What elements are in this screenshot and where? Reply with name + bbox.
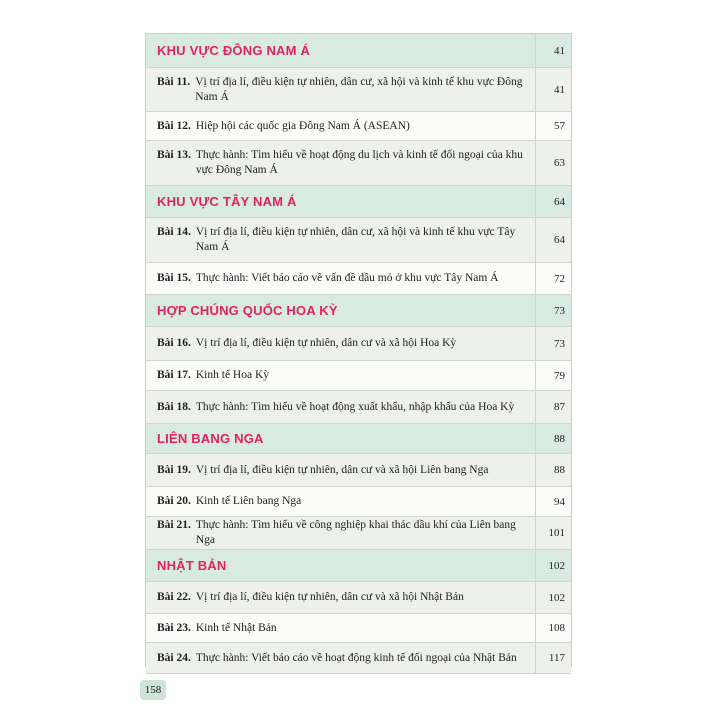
lesson-title: Vị trí địa lí, điều kiện tự nhiên, dân cư, xã hội và kinh tế khu vực Đông Nam Á (195, 75, 523, 103)
section-title: KHU VỰC ĐÔNG NAM Á (157, 43, 311, 58)
toc-lesson-row (146, 141, 571, 186)
lesson-number: Bài 17. (157, 369, 191, 381)
lesson-number: Bài 16. (157, 337, 191, 349)
lesson-cell (146, 218, 536, 262)
section-cell (146, 295, 536, 326)
page-ref: 73 (554, 304, 565, 317)
lesson-cell (146, 643, 536, 673)
section-cell (146, 186, 536, 217)
lesson-title: Vị trí địa lí, điều kiện tự nhiên, dân cư, xã hội và kinh tế khu vực Tây Nam Á (195, 226, 516, 253)
page-ref: 102 (548, 591, 565, 604)
lesson-cell (146, 487, 536, 516)
toc-section-row (146, 424, 571, 454)
page-ref: 87 (554, 401, 565, 413)
lesson-number: Bài 12. (157, 119, 191, 132)
toc-section-row (146, 186, 571, 218)
lesson-cell (146, 263, 536, 294)
lesson-title: Vị trí địa lí, điều kiện tự nhiên, dân cư và xã hội Hoa Kỳ (195, 337, 457, 349)
lesson-number: Bài 21. (157, 519, 191, 531)
page-ref: 94 (554, 495, 565, 508)
toc-section-row (146, 550, 571, 582)
page-ref: 64 (554, 234, 565, 246)
page-ref: 41 (554, 83, 565, 96)
toc-lesson-row (146, 614, 571, 643)
lesson-title: Thực hành: Viết báo cáo về hoạt động kinh tế đối ngoại của Nhật Bản (195, 651, 517, 664)
lesson-cell (146, 454, 536, 486)
lesson-title: Kinh tế Liên bang Nga (195, 495, 302, 507)
toc-lesson-row (146, 263, 571, 295)
lesson-title: Kinh tế Hoa Kỳ (195, 369, 270, 381)
lesson-number: Bài 11. (157, 75, 191, 88)
toc-lesson-row (146, 112, 571, 141)
toc-lesson-row (146, 361, 571, 391)
page-ref: 88 (554, 464, 565, 476)
page-ref: 117 (548, 652, 565, 664)
lesson-cell (146, 112, 536, 140)
lesson-title: Thực hành: Tìm hiểu về công nghiệp khai thác dầu khí của Liên bang Nga (195, 519, 516, 546)
lesson-number: Bài 23. (157, 621, 191, 634)
lesson-title: Vị trí địa lí, điều kiện tự nhiên, dân cư và xã hội Nhật Bản (195, 591, 464, 603)
toc-lesson-row (146, 582, 571, 614)
toc-lesson-row (146, 391, 571, 424)
page-ref: 88 (554, 432, 565, 445)
lesson-title: Kinh tế Nhật Bản (195, 621, 277, 634)
toc-lesson-row (146, 68, 571, 112)
lesson-number: Bài 14. (157, 226, 191, 238)
lesson-cell (146, 614, 536, 642)
page-ref: 72 (554, 272, 565, 285)
table-of-contents (145, 33, 572, 667)
lesson-number: Bài 24. (157, 651, 191, 664)
lesson-title: Hiệp hội các quốc gia Đông Nam Á (ASEAN) (195, 119, 410, 132)
toc-section-row (146, 295, 571, 327)
page-ref: 41 (554, 44, 565, 57)
section-title: HỢP CHÚNG QUỐC HOA KỲ (157, 303, 338, 318)
toc-section-row (146, 34, 571, 68)
section-cell (146, 34, 536, 67)
section-title: KHU VỰC TÂY NAM Á (157, 194, 297, 209)
lesson-number: Bài 13. (157, 149, 191, 161)
page-ref: 101 (548, 527, 565, 539)
page-ref: 63 (554, 157, 565, 169)
section-title: LIÊN BANG NGA (157, 431, 264, 446)
page-ref: 108 (548, 622, 565, 634)
section-cell (146, 424, 536, 453)
lesson-number: Bài 22. (157, 591, 191, 603)
page-ref: 57 (554, 120, 565, 132)
lesson-cell (146, 582, 536, 613)
lesson-cell (146, 327, 536, 360)
lesson-title: Thực hành: Tìm hiểu về hoạt động xuất khẩu, nhập khẩu của Hoa Kỳ (195, 400, 515, 413)
section-cell (146, 550, 536, 581)
page-number-badge (140, 680, 166, 700)
lesson-number: Bài 20. (157, 495, 191, 507)
page-ref: 64 (554, 195, 565, 208)
section-title: NHẬT BẢN (157, 558, 227, 573)
lesson-cell (146, 361, 536, 390)
lesson-title: Vị trí địa lí, điều kiện tự nhiên, dân cư và xã hội Liên bang Nga (195, 463, 489, 476)
page-ref: 73 (554, 337, 565, 350)
lesson-cell (146, 517, 536, 549)
page-ref: 102 (548, 559, 565, 572)
lesson-title: Thực hành: Viết báo cáo về vấn đề dầu mỏ ở khu vực Tây Nam Á (195, 272, 499, 284)
lesson-number: Bài 18. (157, 400, 191, 413)
toc-lesson-row (146, 517, 571, 550)
toc-lesson-row (146, 218, 571, 263)
lesson-number: Bài 15. (157, 272, 191, 284)
lesson-cell (146, 391, 536, 423)
toc-lesson-row (146, 454, 571, 487)
lesson-title: Thực hành: Tìm hiểu về hoạt động du lịch và kinh tế đối ngoại của khu vực Đông Nam Á (195, 149, 523, 176)
lesson-cell (146, 68, 536, 111)
toc-lesson-row (146, 643, 571, 674)
page-number: 158 (144, 684, 162, 696)
lesson-number: Bài 19. (157, 463, 191, 476)
toc-lesson-row (146, 327, 571, 361)
page-ref: 79 (554, 369, 565, 382)
toc-lesson-row (146, 487, 571, 517)
lesson-cell (146, 141, 536, 185)
